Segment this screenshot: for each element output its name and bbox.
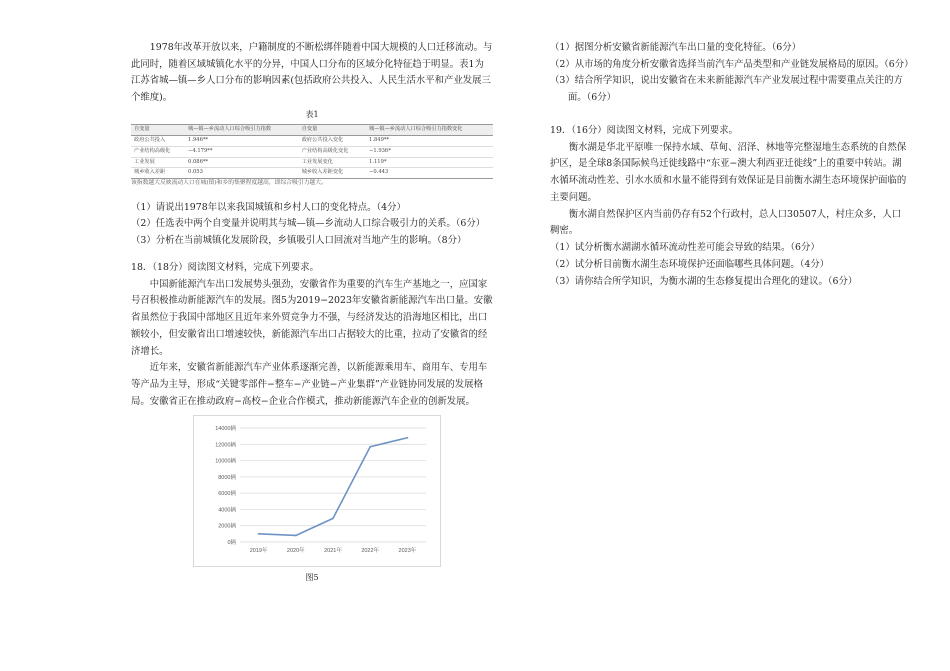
x-tick-label: 2021年 — [324, 547, 342, 554]
q17-item-2: （2）任选表中两个自变量并说明其与城—镇—乡流动人口综合吸引力的关系。（6分） — [131, 218, 486, 230]
table-cell: 工业发展变化 — [299, 157, 366, 168]
table-cell: 政府公共投入变化 — [299, 135, 366, 146]
table-row — [131, 157, 493, 168]
table-cell: 产业结构高级化变化 — [299, 146, 366, 157]
table-title: 表1 — [305, 109, 319, 119]
q19-paragraph-1: 衡水湖是华北平原唯一保持水域、草甸、沼泽、林地等完整湿地生态系统的自然保护区，是全球8条国际候鸟迁徙线路中“东亚−澳大利西亚迁徙线”上的重要中转站。湖水循环流动性差、引水水质和水量不能得到有效保证是目前衡水湖生态环境保护面临的主要问题。 — [550, 141, 907, 203]
y-tick-label: 0辆 — [227, 539, 236, 546]
table-cell: −4.179** — [185, 146, 299, 157]
table-cell: −0.443 — [366, 168, 493, 179]
q19-item-1: （1）试分析衡水湖湖水循环流动性差可能会导致的结果。（6分） — [550, 242, 820, 254]
x-tick-label: 2020年 — [286, 547, 305, 554]
line-chart-svg — [194, 416, 440, 566]
data-point — [295, 534, 297, 536]
x-tick-label: 2019年 — [249, 547, 268, 554]
table-note: 该指数越大反映流动人口在城(镇)和乡的集聚程度越高，即综合吸引力越大。 — [131, 180, 327, 187]
y-tick-label: 8000辆 — [218, 474, 236, 481]
y-tick-label: 14000辆 — [215, 425, 236, 432]
table-cell: 工业发展 — [131, 157, 185, 168]
table-row — [131, 146, 493, 157]
data-point — [332, 517, 334, 519]
table-cell: 0.086** — [185, 157, 299, 168]
q18-item-1: （1）据图分析安徽省新能源汽车出口量的变化特征。（6分） — [550, 42, 801, 53]
intro-paragraph: 1978年改革开放以来，户籍制度的不断松绑伴随着中国大规模的人口迁移流动。与此同时，随着区域城镇化水平的分异，中国人口分布的区域分化特征趋于明显。表1为江苏省城—镇—乡人口分布的影响因素(包括政府公共投入、人民生活水平和产业发展三个维度)。 — [131, 42, 493, 104]
y-tick-label: 10000辆 — [215, 458, 236, 465]
table-cell: 城乡收入差距 — [131, 168, 185, 179]
right-column — [550, 40, 914, 290]
q18-paragraph-1: 中国新能源汽车出口发展势头强劲，安徽省作为重要的汽车生产基地之一，应国家号召积极推动新能源汽车的发展。图5为2019−2023年安徽省新能源汽车出口量。安徽省虽然位于我国中部地区且近年来外贸竞争力不强，与经济发达的沿海地区相比，出口额较小，但安徽省出口增速较快，新能源汽车出口占据较大的比重，拉动了安徽省的经济增长。 — [131, 278, 493, 357]
q17-item-3: （3）分析在当前城镇化发展阶段，乡镇吸引人口回流对当地产生的影响。（8分） — [131, 235, 467, 247]
q19-item-3: （3）请你结合所学知识，为衡水湖的生态修复提出合理化的建议。（6分） — [550, 275, 858, 287]
table-cell: −1.936* — [366, 146, 493, 157]
table-cell: 1.119* — [366, 157, 493, 168]
export-volume-chart — [193, 415, 441, 567]
table-row — [131, 168, 493, 179]
table-header-cell: 城—镇—乡流动人口综合吸引力指数 — [185, 125, 299, 136]
y-tick-label: 2000辆 — [218, 523, 236, 530]
q18-item-2: （2）从市场的角度分析安徽省选择当前汽车产品类型和产业链发展格局的原因。（6分） — [550, 58, 914, 70]
table-header-cell: 自变量 — [299, 125, 366, 136]
table-cell: 城乡收入差距变化 — [299, 168, 366, 179]
q18-item-3: （3）结合所学知识，说出安徽省在未来新能源汽车产业发展过程中需要重点关注的方面。（6分） — [550, 75, 903, 104]
series-line — [259, 437, 408, 535]
y-tick-label: 12000辆 — [215, 441, 236, 448]
q19-item-2: （2）试分析目前衡水湖生态环境保护还面临哪些具体问题。（4分） — [550, 258, 830, 270]
table-header-row — [131, 125, 493, 136]
x-tick-label: 2023年 — [398, 547, 417, 554]
data-point — [407, 436, 409, 438]
y-tick-label: 4000辆 — [218, 506, 236, 513]
q18-heading: 18．（18分）阅读图文材料，完成下列要求。 — [131, 261, 319, 273]
figure-caption: 图5 — [305, 572, 319, 582]
table-row — [131, 135, 493, 146]
table-cell: 政府公共投入 — [131, 135, 185, 146]
factor-table — [131, 124, 493, 179]
table-cell: 1.946** — [185, 135, 299, 146]
q19-paragraph-2: 衡水湖自然保护区内当前仍存有52个行政村，总人口30507人，村庄众多，人口稠密。 — [550, 208, 902, 237]
data-point — [369, 445, 371, 447]
data-point — [258, 532, 260, 534]
table-cell: 0.053 — [185, 168, 299, 179]
table-header-cell: 城—镇—乡流动人口综合吸引力指数变化 — [366, 125, 493, 136]
table-cell: 产业结构高级化 — [131, 146, 185, 157]
q19-heading: 19．（16分）阅读图文材料，完成下列要求。 — [550, 124, 738, 136]
left-column — [131, 40, 493, 585]
table-cell: 1.849** — [366, 135, 493, 146]
q17-item-1: （1）请说出1978年以来我国城镇和乡村人口的变化特点。（4分） — [131, 201, 406, 213]
x-tick-label: 2022年 — [361, 547, 380, 554]
y-tick-label: 6000辆 — [218, 490, 236, 497]
q18-paragraph-2: 近年来，安徽省新能源汽车产业体系逐渐完善，以新能源乘用车、商用车、专用车等产品为主导，形成“关键零部件−整车−产业链−产业集群”产业链协同发展的发展格局。安徽省正在推动政府−高校−企业合作模式，推动新能源汽车企业的创新发展。 — [131, 362, 488, 407]
table-header-cell: 自变量 — [131, 125, 185, 136]
